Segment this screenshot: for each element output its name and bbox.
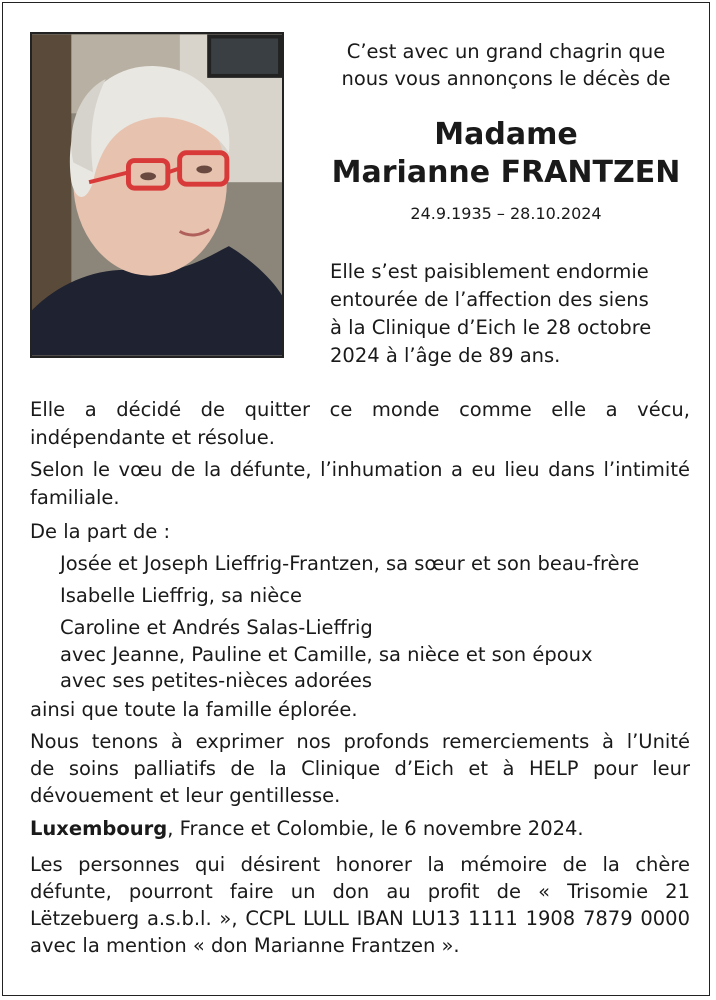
intro-line: C’est avec un grand chagrin que bbox=[346, 40, 666, 63]
family-entry-line: Josée et Joseph Lieffrig-Frantzen, sa sœur et son beau-frère bbox=[60, 552, 640, 575]
donation-paragraph bbox=[30, 851, 690, 959]
decision-line: indépendante et résolue. bbox=[30, 426, 275, 449]
decision-paragraph bbox=[30, 396, 690, 452]
thanks-line: dévouement et leur gentillesse. bbox=[30, 784, 341, 807]
burial-line: Selon le vœu de la défunte, l’inhumation a eu lieu dans l’intimité bbox=[30, 458, 690, 481]
deceased-full-name: Marianne FRANTZEN bbox=[331, 155, 681, 190]
place-date-line bbox=[30, 815, 690, 843]
donation-line: avec la mention « don Marianne Frantzen ». bbox=[30, 934, 460, 957]
passing-line: à la Clinique d’Eich le 28 octobre bbox=[330, 316, 652, 339]
donation-line: Les personnes qui désirent honorer la mémoire de la chère bbox=[30, 853, 690, 876]
family-entry-line: Caroline et Andrés Salas-Lieffrig bbox=[60, 616, 373, 639]
passing-line: entourée de l’affection des siens bbox=[330, 288, 649, 311]
donation-line: Lëtzebuerg a.s.b.l. », CCPL LULL IBAN LU13 1111 1908 7879 0000 bbox=[30, 907, 690, 930]
announcement-intro bbox=[318, 38, 694, 92]
passing-statement bbox=[330, 258, 700, 370]
family-entry-line: avec ses petites-nièces adorées bbox=[60, 669, 373, 692]
deceased-title: Madame bbox=[434, 117, 578, 152]
family-entry bbox=[30, 582, 690, 610]
thanks-line: de soins palliatifs de la Clinique d’Eich et à HELP pour leur bbox=[30, 757, 690, 780]
donation-line: défunte, pourront faire un don au profit de « Trisomie 21 bbox=[30, 880, 690, 903]
thanks-paragraph bbox=[30, 728, 690, 809]
place-date-rest: , France et Colombie, le 6 novembre 2024. bbox=[167, 817, 584, 840]
family-entry bbox=[30, 550, 690, 578]
decision-line: Elle a décidé de quitter ce monde comme elle a vécu, bbox=[30, 398, 690, 421]
portrait-illustration bbox=[32, 34, 282, 356]
family-entry-line: avec Jeanne, Pauline et Camille, sa nièce et son époux bbox=[60, 643, 593, 666]
portrait-photo bbox=[30, 32, 284, 358]
family-heading: De la part de : bbox=[30, 520, 171, 543]
family-entry bbox=[30, 614, 690, 694]
burial-line: familiale. bbox=[30, 486, 120, 509]
notice-body bbox=[30, 396, 690, 959]
life-dates: 24.9.1935 – 28.10.2024 bbox=[410, 204, 602, 223]
family-closing: ainsi que toute la famille éplorée. bbox=[30, 698, 358, 721]
intro-line: nous vous annonçons le décès de bbox=[341, 67, 671, 90]
passing-line: Elle s’est paisiblement endormie bbox=[330, 260, 649, 283]
passing-line: 2024 à l’âge de 89 ans. bbox=[330, 344, 561, 367]
place-city: Luxembourg bbox=[30, 817, 168, 840]
family-entry-line: Isabelle Lieffrig, sa nièce bbox=[60, 584, 302, 607]
thanks-line: Nous tenons à exprimer nos profonds remerciements à l’Unité bbox=[30, 730, 690, 753]
burial-paragraph bbox=[30, 456, 690, 512]
deceased-name-block bbox=[318, 116, 694, 192]
